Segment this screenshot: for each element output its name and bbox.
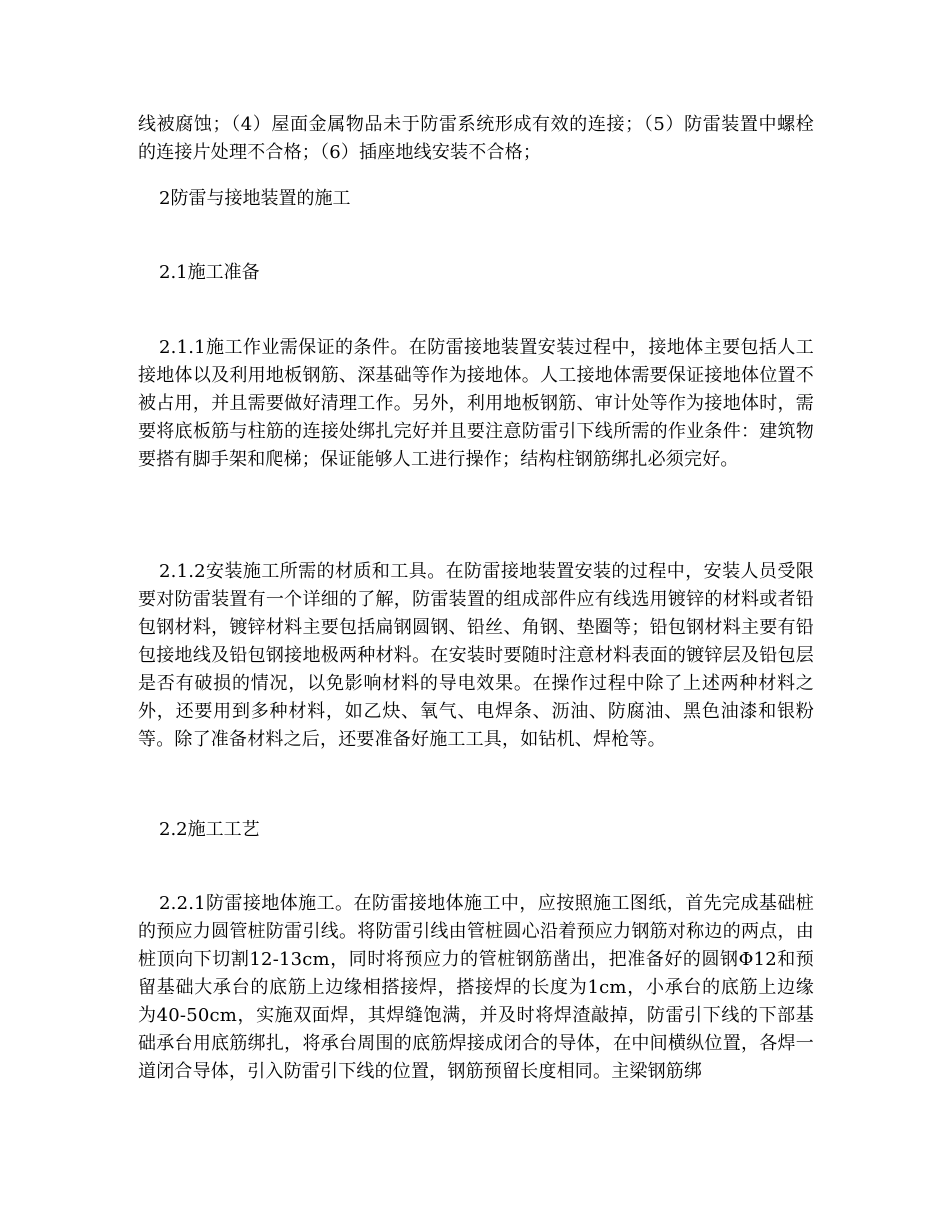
paragraph-continuation: 线被腐蚀；（4）屋面金属物品未于防雷系统形成有效的连接；（5）防雷装置中螺栓的连接片处理不合格；（6）插座地线安装不合格； xyxy=(138,114,814,163)
section-heading-2: 2防雷与接地装置的施工 xyxy=(159,188,351,209)
paragraph-2-2-1: 2.2.1防雷接地体施工。在防雷接地体施工中，应按照施工图纸，首先完成基础桩的预应力圆管桩防雷引线。将防雷引线由管桩圆心沿着预应力钢筋对称边的两点，由桩顶向下切割12-13cm，同时将预应力的管桩钢筋凿出，把准备好的圆钢Φ12和预留基础大承台的底筋上边缘相搭接焊，搭接焊的长度为1cm，小承台的底筋上边缘为40-50cm，实施双面焊，其焊缝饱满，并及时将焊渣敲掉，防雷引下线的下部基础承台用底筋绑扎，将承台周围的底筋焊接成闭合的导体，在中间横纵位置，各焊一道闭合导体，引入防雷引下线的位置，钢筋预留长度相同。主梁钢筋绑 xyxy=(138,893,814,1082)
subsection-heading-2-1: 2.1施工准备 xyxy=(159,262,260,283)
paragraph-2-1-1: 2.1.1施工作业需保证的条件。在防雷接地装置安装过程中，接地体主要包括人工接地体以及利用地板钢筋、深基础等作为接地体。人工接地体需要保证接地体位置不被占用，并且需要做好清理工作。另外，利用地板钢筋、审计处等作为接地体时，需要将底板筋与柱筋的连接处绑扎完好并且要注意防雷引下线所需的作业条件：建筑物要搭有脚手架和爬梯；保证能够人工进行操作；结构柱钢筋绑扎必须完好。 xyxy=(138,337,814,470)
subsection-heading-2-2: 2.2施工工艺 xyxy=(159,819,260,840)
paragraph-2-1-2: 2.1.2安装施工所需的材质和工具。在防雷接地装置安装的过程中，安装人员受限要对防雷装置有一个详细的了解，防雷装置的组成部件应有线选用镀锌的材料或者铅包钢材料，镀锌材料主要包括扁钢圆钢、铅丝、角钢、垫圈等；铅包钢材料主要有铅包接地线及铅包钢接地极两种材料。在安装时要随时注意材料表面的镀锌层及铅包层是否有破损的情况，以免影响材料的导电效果。在操作过程中除了上述两种材料之外，还要用到多种材料，如乙炔、氧气、电焊条、沥油、防腐油、黑色油漆和银粉等。除了准备材料之后，还要准备好施工工具，如钻机、焊枪等。 xyxy=(138,561,814,750)
